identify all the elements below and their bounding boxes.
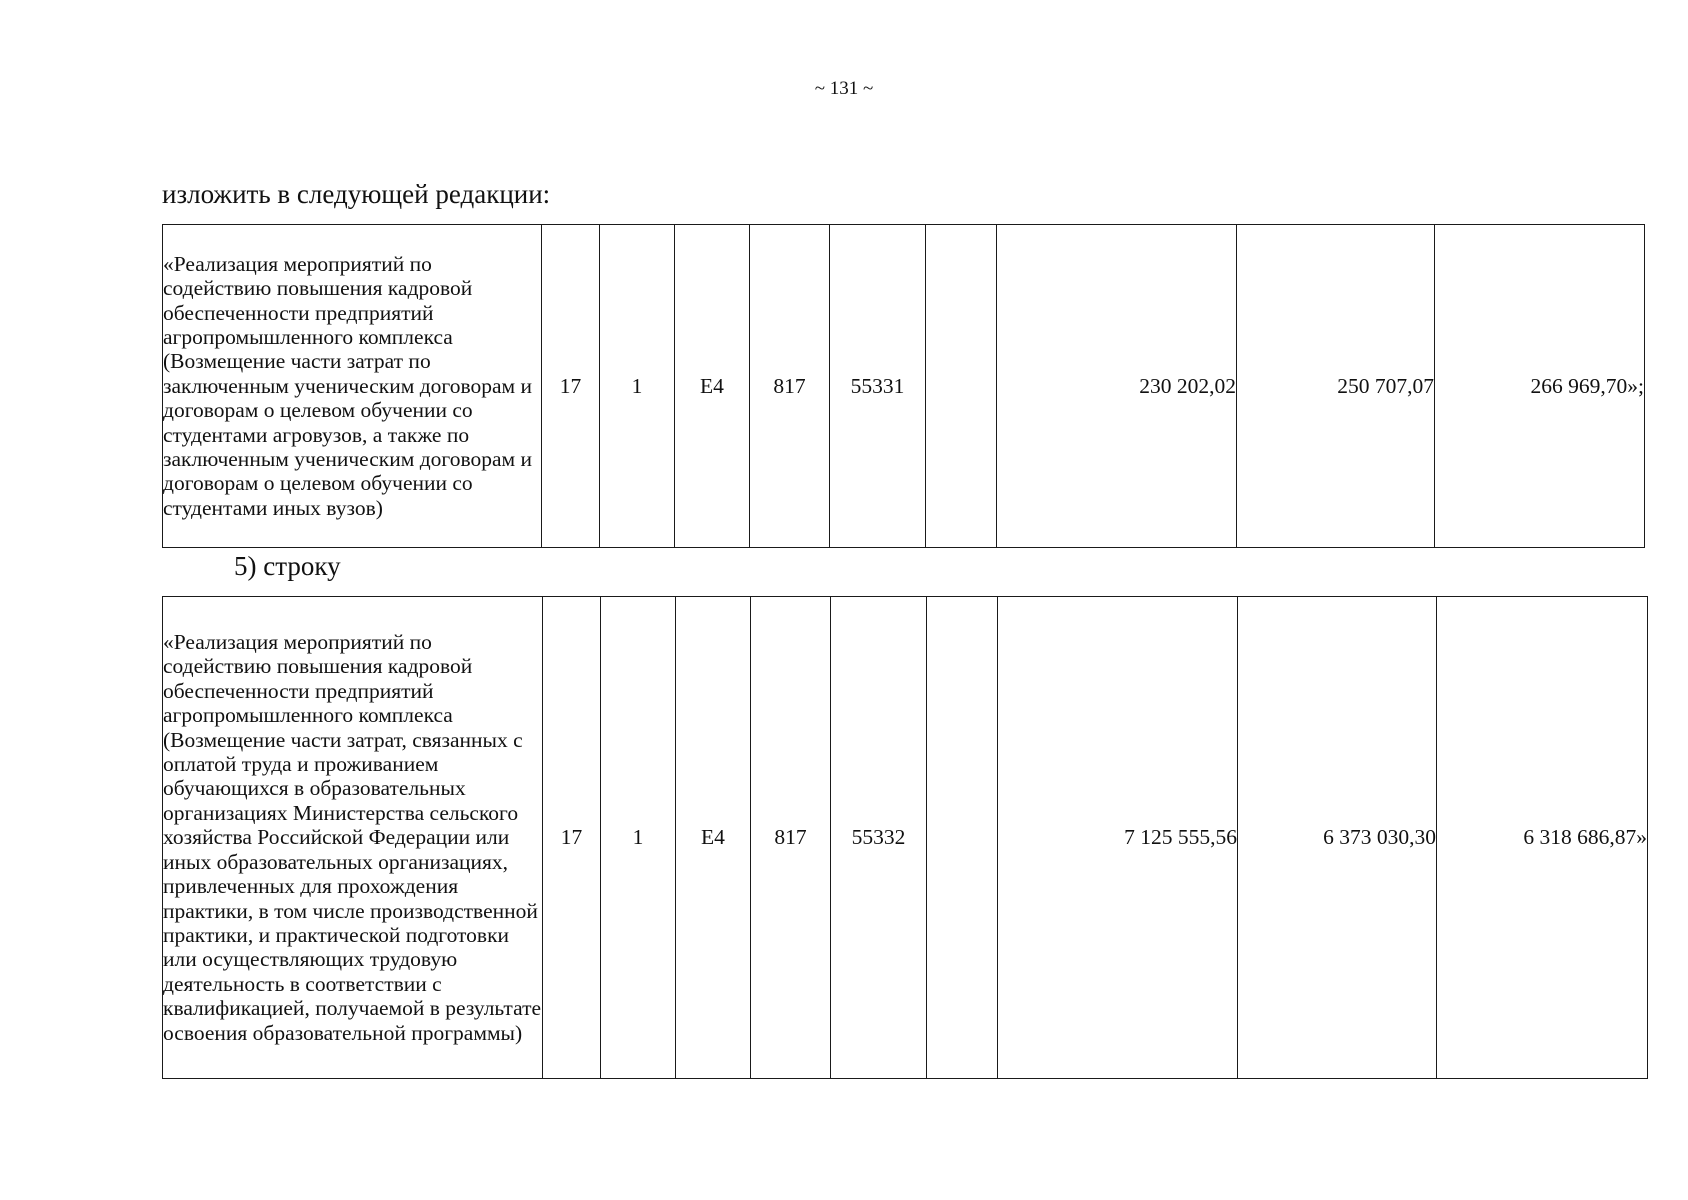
- table-row: [163, 597, 1648, 1079]
- code-cell: 17: [542, 225, 600, 548]
- code-cell: 17: [543, 597, 601, 1079]
- amount-cell: 6 318 686,87»: [1437, 597, 1648, 1079]
- row-description: «Реализация мероприятий по содействию повышения кадровой обеспеченности предприятий агропромышленного комплекса (Возмещение части затрат по заключенным ученическим договорам и договорам о целевом обучении со студентами агровузов, а также по заключенным ученическим договорам и договорам о целевом обучении со студентами иных вузов): [163, 225, 542, 548]
- empty-cell: [926, 225, 997, 548]
- amount-cell: 250 707,07: [1237, 225, 1435, 548]
- amount-cell: 230 202,02: [997, 225, 1237, 548]
- code-cell: 1: [600, 225, 675, 548]
- code-cell: 817: [750, 225, 830, 548]
- empty-cell: [927, 597, 998, 1079]
- row-description: «Реализация мероприятий по содействию повышения кадровой обеспеченности предприятий агропромышленного комплекса (Возмещение части затрат, связанных с оплатой труда и проживанием обучающихся в образовательных организациях Министерства сельского хозяйства Российской Федерации или иных образовательных организациях, привлеченных для прохождения практики, в том числе производственной практики, и практической подготовки или осуществляющих трудовую деятельность в соответствии с квалификацией, получаемой в результате освоения образовательной программы): [163, 597, 543, 1079]
- table-row: [163, 225, 1645, 548]
- code-cell: E4: [676, 597, 751, 1079]
- amount-cell: 266 969,70»;: [1435, 225, 1645, 548]
- item-heading: 5) строку: [234, 551, 341, 581]
- budget-table-row: [162, 596, 1648, 1079]
- code-cell: 55331: [830, 225, 926, 548]
- page-number: ~ 131 ~: [814, 78, 874, 99]
- amount-cell: 7 125 555,56: [998, 597, 1238, 1079]
- code-cell: 55332: [831, 597, 927, 1079]
- code-cell: E4: [675, 225, 750, 548]
- code-cell: 817: [751, 597, 831, 1079]
- code-cell: 1: [601, 597, 676, 1079]
- intro-text: изложить в следующей редакции:: [162, 179, 551, 209]
- amount-cell: 6 373 030,30: [1238, 597, 1437, 1079]
- budget-table-new-wording: [162, 224, 1645, 548]
